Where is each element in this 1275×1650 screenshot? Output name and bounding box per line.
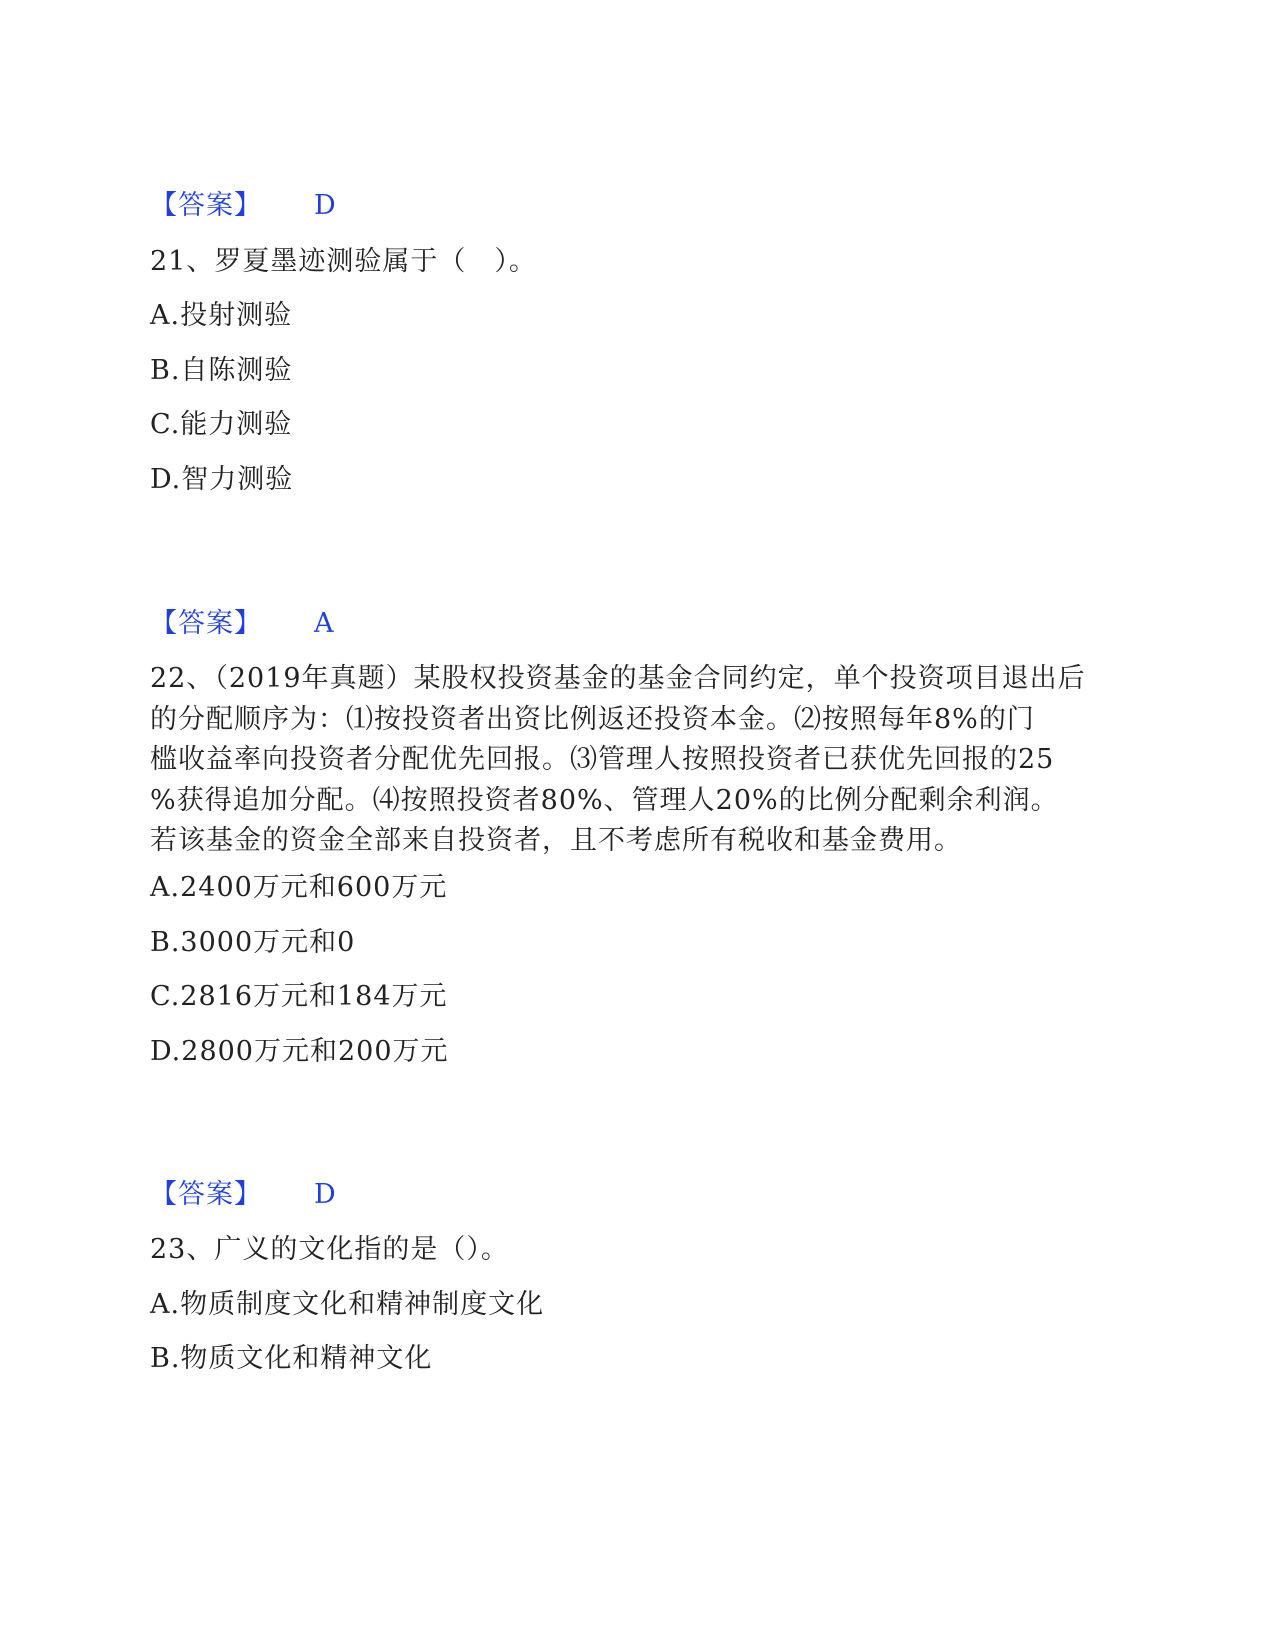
option-c: C.2816万元和184万元	[150, 981, 448, 1012]
option-d: D.智力测验	[150, 464, 294, 495]
option-b: B.物质文化和精神文化	[150, 1343, 433, 1374]
answer-label: 【答案】	[150, 1179, 262, 1210]
option-a: A.2400万元和600万元	[150, 872, 448, 903]
option-b: B.3000万元和0	[150, 927, 356, 958]
answer-value: D	[314, 190, 337, 221]
option-a: A.投射测验	[150, 300, 293, 331]
option-b: B.自陈测验	[150, 355, 293, 386]
question-23: 23、广义的文化指的是（）。	[150, 1234, 509, 1265]
answer-line	[150, 1175, 337, 1215]
answer-value: A	[314, 608, 335, 639]
option-c: C.能力测验	[150, 409, 293, 440]
question-22-line: 的分配顺序为：⑴按投资者出资比例返还投资本金。⑵按照每年8%的门	[150, 703, 1035, 735]
answer-label: 【答案】	[150, 190, 262, 221]
question-21: 21、罗夏墨迹测验属于（ ）。	[150, 246, 537, 277]
option-d: D.2800万元和200万元	[150, 1036, 449, 1067]
option-a: A.物质制度文化和精神制度文化	[150, 1289, 545, 1320]
question-22-line: %获得追加分配。⑷按照投资者80%、管理人20%的比例分配剩余利润。	[150, 784, 1059, 816]
answer-label: 【答案】	[150, 608, 262, 639]
question-22	[150, 659, 1086, 862]
question-22-line: 22、（2019年真题）某股权投资基金的基金合同约定，单个投资项目退出后	[150, 663, 1086, 694]
answer-line	[150, 186, 337, 226]
answer-value: D	[314, 1179, 337, 1210]
question-22-line: 若该基金的资金全部来自投资者，且不考虑所有税收和基金费用。	[150, 825, 962, 856]
question-22-line: 槛收益率向投资者分配优先回报。⑶管理人按照投资者已获优先回报的25	[150, 744, 1055, 775]
answer-line	[150, 604, 335, 644]
